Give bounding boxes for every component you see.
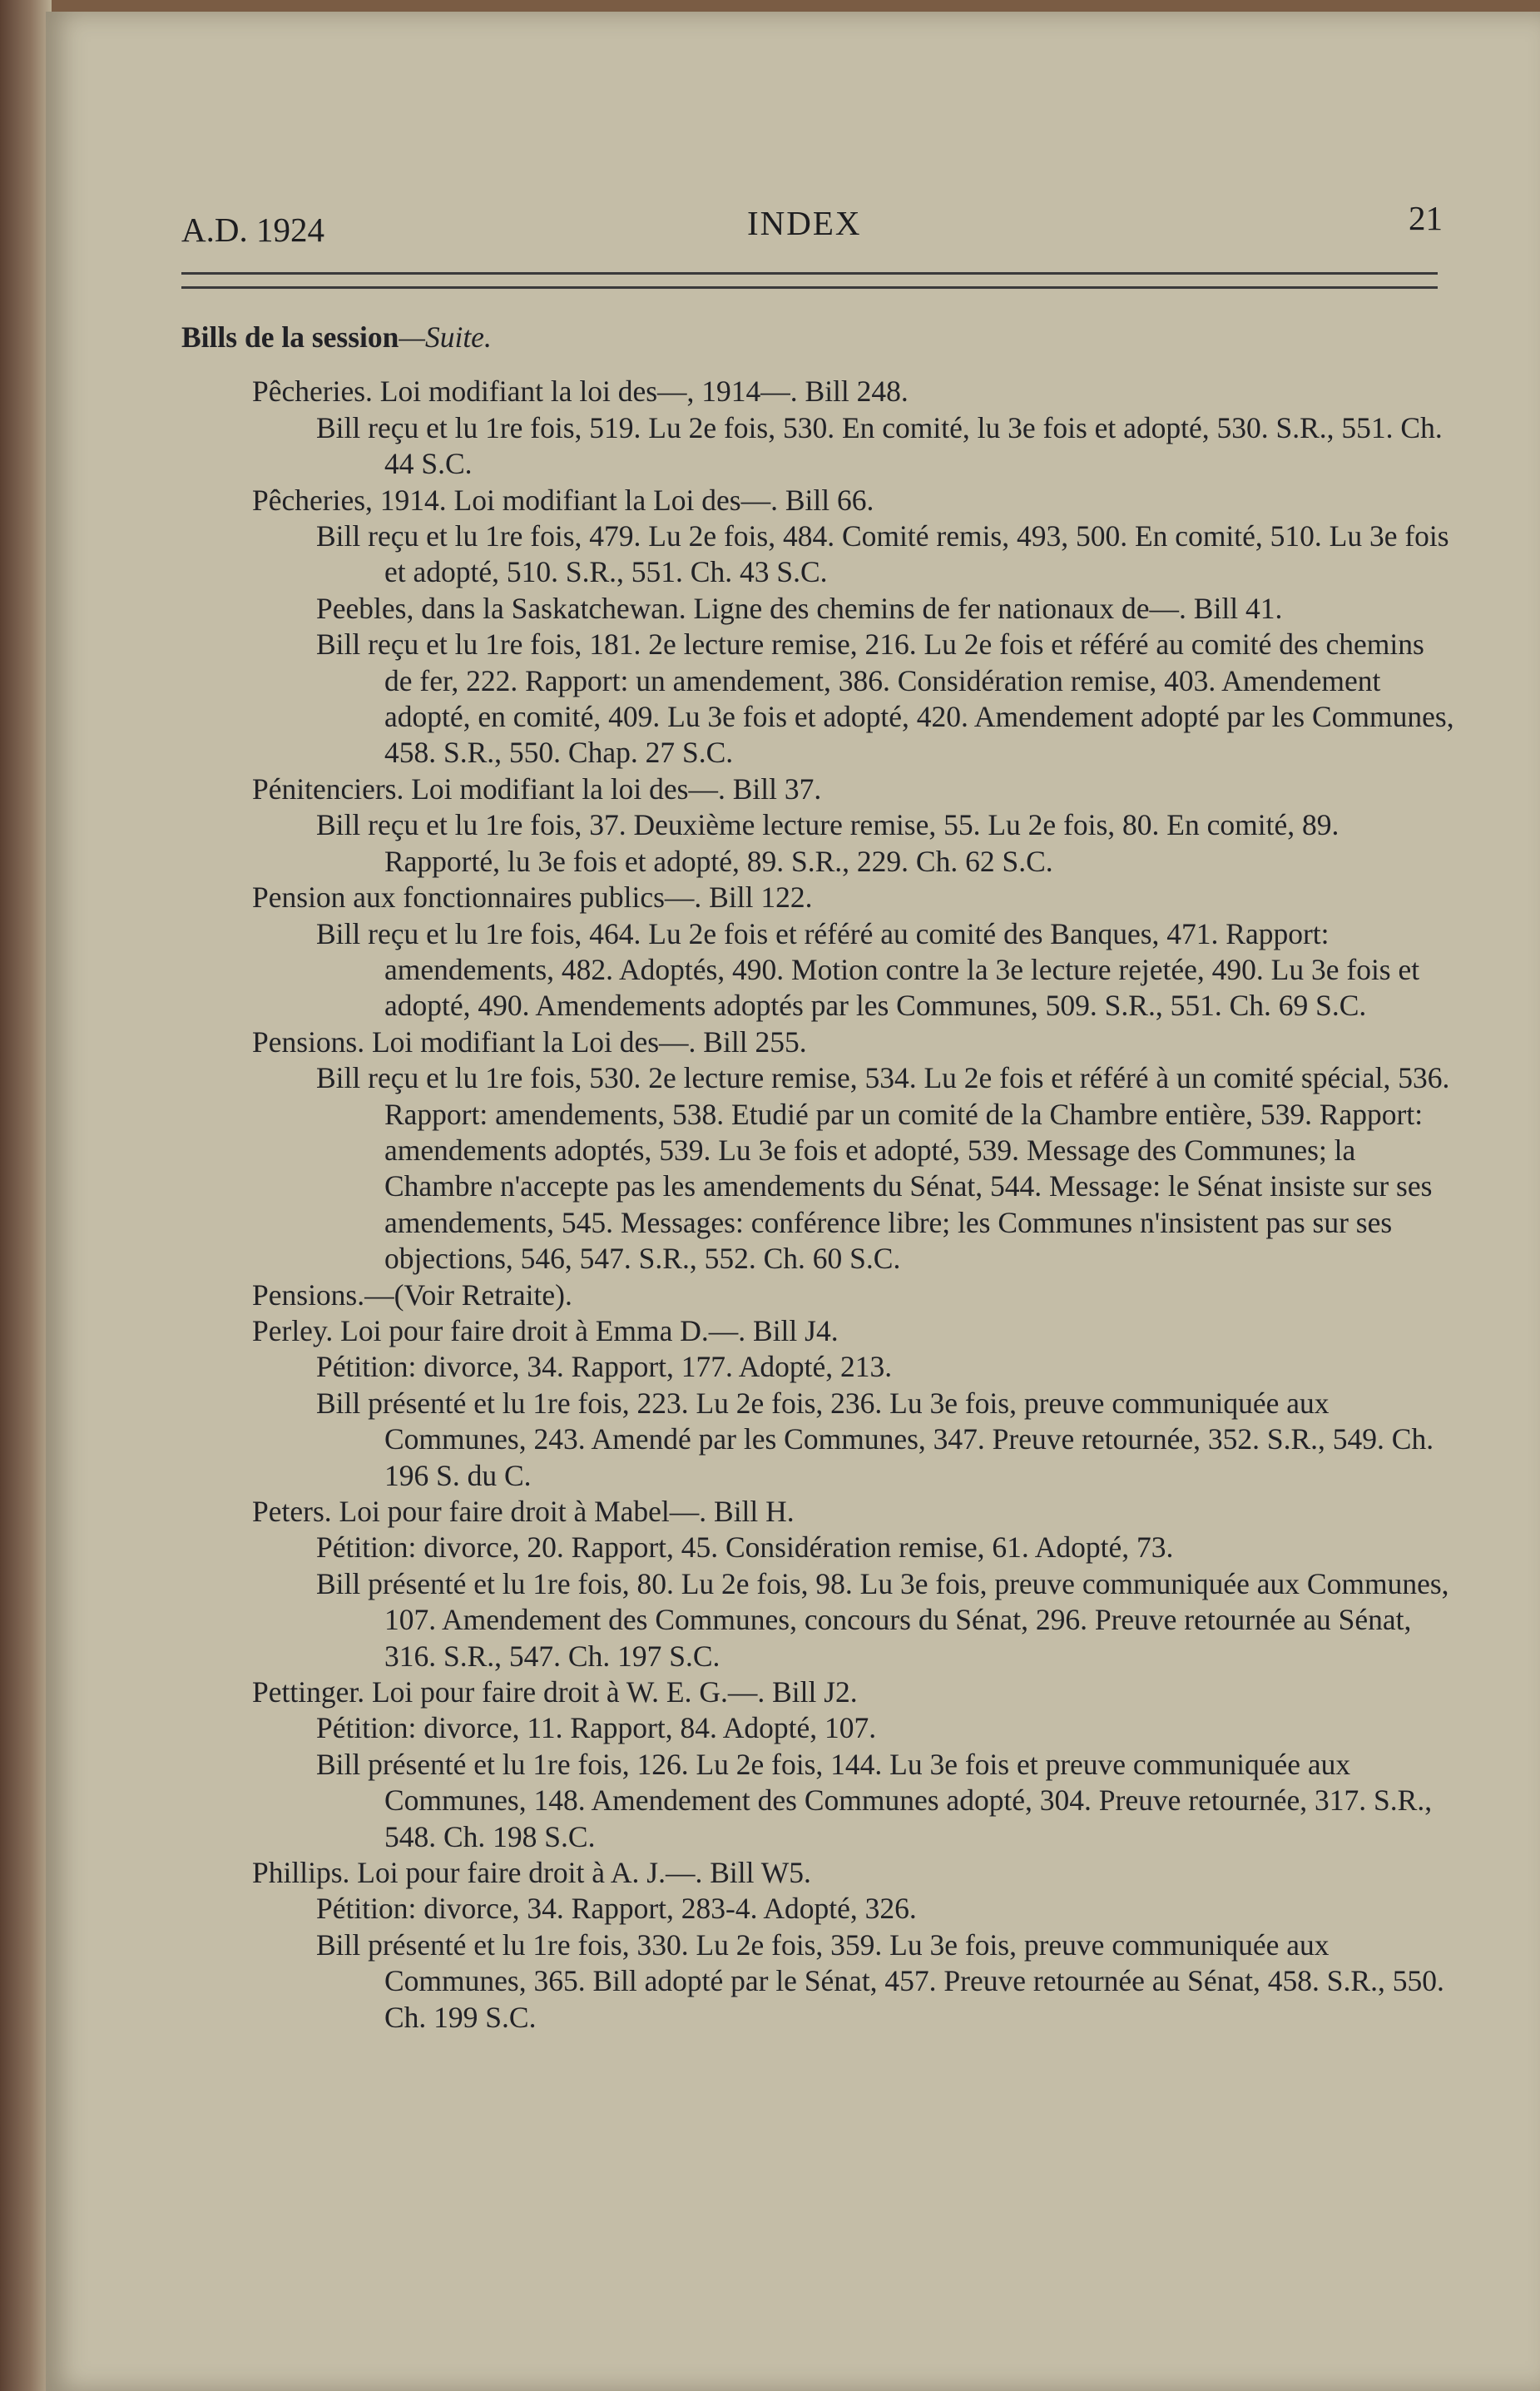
index-entry [181, 1674, 1454, 1855]
header-title: INDEX [747, 204, 862, 242]
header-rule-bottom [181, 286, 1438, 289]
index-entry [181, 1313, 1454, 1494]
entry-detail: Bill présenté et lu 1re fois, 330. Lu 2e fois, 359. Lu 3e fois, preuve communiquée aux Communes, 365. Bill adopté par le Sénat, 457. Preuve retournée au Sénat, 458. S.R., 550. Ch. 199 S.C. [316, 1927, 1444, 2034]
entry-detail: Pétition: divorce, 34. Rapport, 177. Adopté, 213. [316, 1350, 893, 1384]
entry-detail: Bill reçu et lu 1re fois, 464. Lu 2e fois et référé au comité des Banques, 471. Rapport: amendements, 482. Adoptés, 490. Motion contre la 3e lecture rejetée, 490. Lu 3e fois et adopté, 490. Amendements adoptés par les Communes, 509. S.R., 551. Ch. 69 S.C. [316, 916, 1420, 1023]
entry-detail: Bill reçu et lu 1re fois, 519. Lu 2e fois, 530. En comité, lu 3e fois et adopté, 530. S.R., 551. Ch. 44 S.C. [316, 410, 1443, 481]
section-title [181, 320, 1454, 355]
entry-heading: Perley. Loi pour faire droit à Emma D.—. Bill J4. [252, 1313, 839, 1347]
index-entry [181, 374, 1454, 482]
entry-heading: Pensions. Loi modifiant la Loi des—. Bill 255. [252, 1024, 807, 1059]
entry-detail: Pétition: divorce, 20. Rapport, 45. Considération remise, 61. Adopté, 73. [316, 1530, 1174, 1565]
page-number: 21 [1409, 199, 1443, 237]
section-title-text: Bills de la session [181, 320, 399, 354]
index-entry [181, 1024, 1454, 1277]
index-entry [181, 880, 1454, 1024]
index-entry [181, 771, 1454, 880]
header-year: A.D. 1924 [181, 211, 324, 249]
entry-heading: Pêcheries. Loi modifiant la loi des—, 1914—. Bill 248. [252, 375, 909, 409]
header-rule-top [181, 272, 1438, 275]
entry-heading: Peters. Loi pour faire droit à Mabel—. Bill H. [252, 1495, 795, 1528]
index-entry [181, 1494, 1454, 1674]
entry-detail: Bill reçu et lu 1re fois, 530. 2e lecture remise, 534. Lu 2e fois et référé à un comité spécial, 536. Rapport: amendements, 538. Etudié par un comité de la Chambre entière, 539. Rapport: amendements adoptés, 539. Lu 3e fois et adopté, 539. Message des Communes; la Chambre n'accepte pas les amendements du Sénat, 544. Message: le Sénat insiste sur ses amendements, 545. Messages: conférence libre; les Communes n'insistent pas sur ses objections, 546, 547. S.R., 552. Ch. 60 S.C. [316, 1061, 1450, 1276]
entry-detail: Pétition: divorce, 34. Rapport, 283-4. Adopté, 326. [316, 1892, 917, 1926]
entry-detail: Bill présenté et lu 1re fois, 80. Lu 2e fois, 98. Lu 3e fois, preuve communiquée aux Communes, 107. Amendement des Communes, concours du Sénat, 296. Preuve retournée au Sénat, 316. S.R., 547. Ch. 197 S.C. [316, 1566, 1449, 1673]
entry-heading: Pension aux fonctionnaires publics—. Bill 122. [252, 881, 813, 915]
entry-detail: Bill reçu et lu 1re fois, 479. Lu 2e fois, 484. Comité remis, 493, 500. En comité, 510. Lu 3e fois et adopté, 510. S.R., 551. Ch. 43 S.C. [316, 519, 1449, 589]
index-entry [181, 1277, 1454, 1313]
entry-heading: Peebles, dans la Saskatchewan. Ligne des chemins de fer nationaux de—. Bill 41. [316, 591, 1283, 625]
index-content [181, 320, 1454, 2036]
book-binding [0, 0, 52, 2391]
entry-detail: Pétition: divorce, 11. Rapport, 84. Adopté, 107. [316, 1711, 877, 1745]
entry-detail: Bill reçu et lu 1re fois, 181. 2e lecture remise, 216. Lu 2e fois et référé au comité des chemins de fer, 222. Rapport: un amendement, 386. Considération remise, 403. Amendement adopté, en comité, 409. Lu 3e fois et adopté, 420. Amendement adopté par les Communes, 458. S.R., 550. Chap. 27 S.C. [316, 628, 1454, 770]
entry-heading: Pensions.—(Voir Retraite). [252, 1277, 572, 1312]
entry-heading: Pénitenciers. Loi modifiant la loi des—. Bill 37. [252, 771, 822, 806]
section-suite: —Suite. [399, 320, 492, 354]
entry-detail: Bill présenté et lu 1re fois, 223. Lu 2e fois, 236. Lu 3e fois, preuve communiquée aux Communes, 243. Amendé par les Communes, 347. Preuve retournée, 352. S.R., 549. Ch. 196 S. du C. [316, 1386, 1434, 1492]
index-entry [181, 591, 1454, 771]
entry-heading: Pêcheries, 1914. Loi modifiant la Loi des—. Bill 66. [252, 483, 874, 517]
index-entry [181, 1855, 1454, 2036]
entry-heading: Pettinger. Loi pour faire droit à W. E. G.—. Bill J2. [252, 1675, 858, 1709]
entry-detail: Bill reçu et lu 1re fois, 37. Deuxième lecture remise, 55. Lu 2e fois, 80. En comité, 89. Rapporté, lu 3e fois et adopté, 89. S.R., 229. Ch. 62 S.C. [316, 808, 1339, 878]
entry-detail: Bill présenté et lu 1re fois, 126. Lu 2e fois, 144. Lu 3e fois et preuve communiquée aux Communes, 148. Amendement des Communes adopté, 304. Preuve retournée, 317. S.R., 548. Ch. 198 S.C. [316, 1747, 1433, 1853]
index-entry [181, 483, 1454, 591]
entry-heading: Phillips. Loi pour faire droit à A. J.—. Bill W5. [252, 1856, 811, 1890]
page-header [181, 198, 1443, 248]
